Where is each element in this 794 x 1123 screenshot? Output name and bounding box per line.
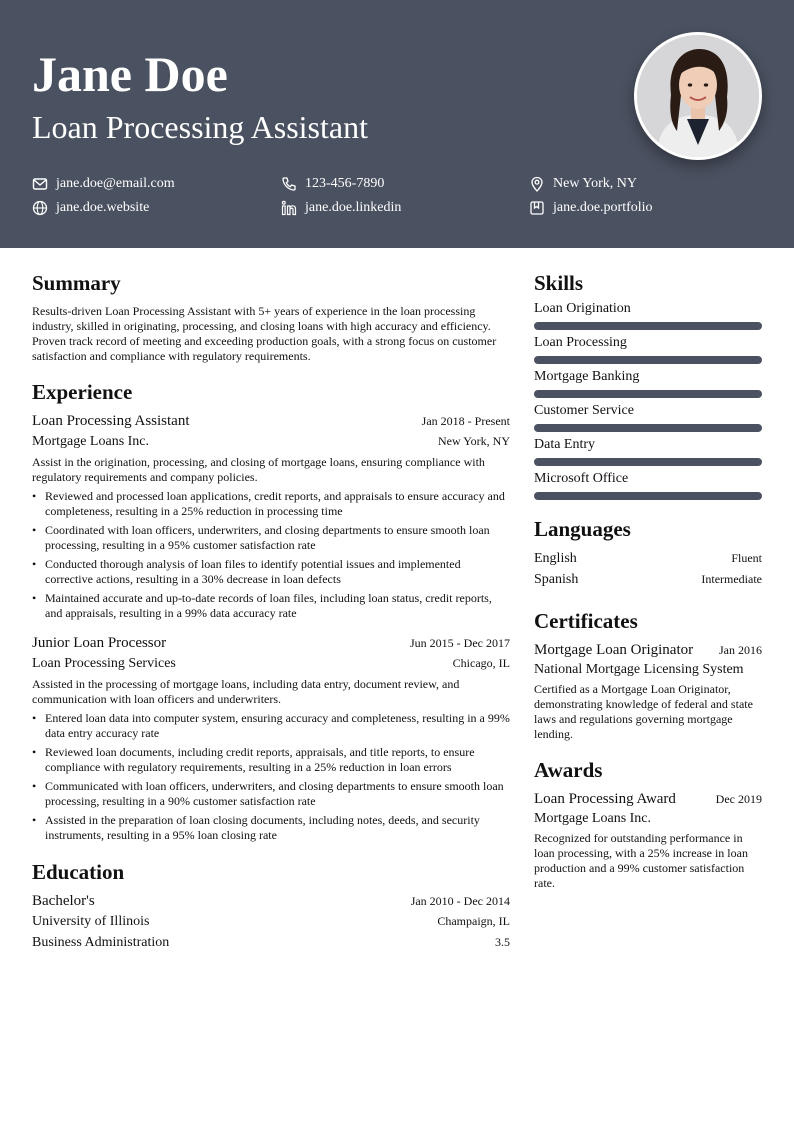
award-description: Recognized for outstanding performance in loan processing, with a 25% increase in loan production and a 99% customer satisfaction rate. xyxy=(534,831,748,890)
list-item: • Assisted in the preparation of loan closing documents, including notes, deeds, and security instruments, resulting in a 95% loan closing rate xyxy=(32,813,510,843)
candidate-name: Jane Doe xyxy=(32,46,228,102)
skill-name: Loan Origination xyxy=(534,301,631,316)
job-description: Assist in the origination, processing, and closing of mortgage loans, ensuring compliance with regulatory requirements and company policies. xyxy=(32,455,485,484)
job-location: New York, NY xyxy=(437,434,510,448)
languages-section xyxy=(534,516,762,590)
certificate-description: Certified as a Mortgage Loan Originator, demonstrating knowledge of federal and state laws and regulations governing mortgage lending. xyxy=(534,682,753,741)
candidate-title: Loan Processing Assistant xyxy=(32,109,368,145)
list-item: • Maintained accurate and up-to-date records of loan files, including loan status, credit reports, and appraisals, resulting in a 99% data accuracy rate xyxy=(32,591,510,621)
skill-bar xyxy=(534,322,762,330)
contact-portfolio-text: jane.doe.portfolio xyxy=(553,200,653,215)
skill-item xyxy=(534,470,762,500)
gpa: 3.5 xyxy=(495,935,510,949)
list-item: • Reviewed loan documents, including credit reports, appraisals, and title reports, to ensure compliance with regulatory requirements, resulting in a 25% reduction in loan errors xyxy=(32,745,510,775)
skill-name: Data Entry xyxy=(534,437,596,452)
skills-heading: Skills xyxy=(534,271,584,295)
experience-entry xyxy=(32,411,510,621)
profile-photo-illustration xyxy=(637,35,759,157)
languages-heading: Languages xyxy=(534,517,631,541)
job-company: Loan Processing Services xyxy=(32,656,176,671)
education-heading: Education xyxy=(32,860,125,884)
award-issuer: Mortgage Loans Inc. xyxy=(534,811,652,826)
job-achievements xyxy=(32,489,510,621)
contact-location-text: New York, NY xyxy=(553,176,638,191)
degree: Bachelor's xyxy=(32,893,95,909)
list-item: • Communicated with loan officers, underwriters, and closing departments to ensure smooth loan processing, resulting in a 90% customer satisfaction rate xyxy=(32,779,510,809)
job-company: Mortgage Loans Inc. xyxy=(32,434,150,449)
school: University of Illinois xyxy=(32,914,150,929)
contact-website-text: jane.doe.website xyxy=(56,200,150,215)
award-entry xyxy=(534,789,762,891)
awards-heading: Awards xyxy=(534,758,603,782)
job-title: Loan Processing Assistant xyxy=(32,413,190,429)
skill-item xyxy=(534,402,762,432)
portfolio-icon xyxy=(529,200,545,216)
skill-bar xyxy=(534,492,762,500)
job-achievements xyxy=(32,711,510,843)
skills-section xyxy=(534,270,762,500)
contact-portfolio[interactable] xyxy=(529,199,653,217)
contact-phone[interactable] xyxy=(281,175,384,193)
school-location: Champaign, IL xyxy=(437,914,510,928)
skill-name: Loan Processing xyxy=(534,335,627,350)
list-item: • Conducted thorough analysis of loan files to identify potential issues and implemented corrective actions, resulting in a 30% decrease in loan defects xyxy=(32,557,510,587)
list-item: • Coordinated with loan officers, underwriters, and closing departments to ensure smooth loan processing, resulting in a 95% customer satisfaction rate xyxy=(32,523,510,553)
job-description: Assisted in the processing of mortgage loans, including data entry, document review, and communication with loan officers and underwriters. xyxy=(32,677,460,706)
skill-item xyxy=(534,300,762,330)
skill-bar xyxy=(534,458,762,466)
skill-bar xyxy=(534,424,762,432)
contact-linkedin[interactable] xyxy=(281,199,401,217)
award-name: Loan Processing Award xyxy=(534,791,676,807)
mail-icon xyxy=(32,176,48,192)
summary-heading: Summary xyxy=(32,271,121,295)
list-item: • Reviewed and processed loan applications, credit reports, and appraisals to ensure accuracy and completeness, resulting in a 25% reduction in processing time xyxy=(32,489,510,519)
experience-heading: Experience xyxy=(32,380,133,404)
certificate-entry xyxy=(534,640,762,742)
language-level: Intermediate xyxy=(701,572,762,586)
contact-phone-text: 123-456-7890 xyxy=(305,176,385,191)
resume-header xyxy=(0,0,794,248)
skill-name: Customer Service xyxy=(534,403,634,418)
skills-list xyxy=(534,300,762,500)
location-icon xyxy=(529,176,545,192)
side-column xyxy=(534,248,762,891)
contact-email[interactable] xyxy=(32,175,175,193)
skill-name: Microsoft Office xyxy=(534,471,629,486)
certificates-heading: Certificates xyxy=(534,609,638,633)
experience-section xyxy=(32,379,510,843)
experience-entry xyxy=(32,633,510,843)
profile-photo xyxy=(634,32,762,160)
language-name: Spanish xyxy=(534,572,579,587)
language-name: English xyxy=(534,551,577,566)
contact-email-text: jane.doe@email.com xyxy=(56,176,175,191)
main-column xyxy=(32,248,510,953)
education-section xyxy=(32,859,510,953)
skill-bar xyxy=(534,390,762,398)
certificates-section xyxy=(534,608,762,742)
job-location: Chicago, IL xyxy=(452,656,510,670)
globe-icon xyxy=(32,200,48,216)
skill-item xyxy=(534,436,762,466)
skill-bar xyxy=(534,356,762,364)
contact-website[interactable] xyxy=(32,199,149,217)
summary-section xyxy=(32,270,510,364)
field-of-study: Business Administration xyxy=(32,935,170,950)
language-level: Fluent xyxy=(731,551,762,565)
skill-item xyxy=(534,334,762,364)
contact-location xyxy=(529,175,637,193)
contact-linkedin-text: jane.doe.linkedin xyxy=(305,200,402,215)
job-dates: Jan 2018 - Present xyxy=(421,414,510,428)
certificate-issuer: National Mortgage Licensing System xyxy=(534,662,744,677)
linkedin-icon xyxy=(281,200,297,216)
job-dates: Jun 2015 - Dec 2017 xyxy=(410,636,510,650)
summary-text: Results-driven Loan Processing Assistant with 5+ years of experience in the loan processing industry, skilled in originating, processing, and closing loans with high accuracy and efficiency. Proven track record of meeting and exceeding production goals, with a strong focus on customer satisfaction and compliance with regulatory requirements. xyxy=(32,304,497,363)
job-title: Junior Loan Processor xyxy=(32,635,167,651)
education-dates: Jan 2010 - Dec 2014 xyxy=(410,894,510,908)
phone-icon xyxy=(281,176,297,192)
award-date: Dec 2019 xyxy=(715,792,762,806)
certificate-name: Mortgage Loan Originator xyxy=(534,642,694,658)
certificate-date: Jan 2016 xyxy=(719,643,762,657)
list-item: • Entered loan data into computer system, ensuring accuracy and completeness, resulting in a 99% data entry accuracy rate xyxy=(32,711,510,741)
awards-section xyxy=(534,757,762,891)
skill-name: Mortgage Banking xyxy=(534,369,640,384)
skill-item xyxy=(534,368,762,398)
